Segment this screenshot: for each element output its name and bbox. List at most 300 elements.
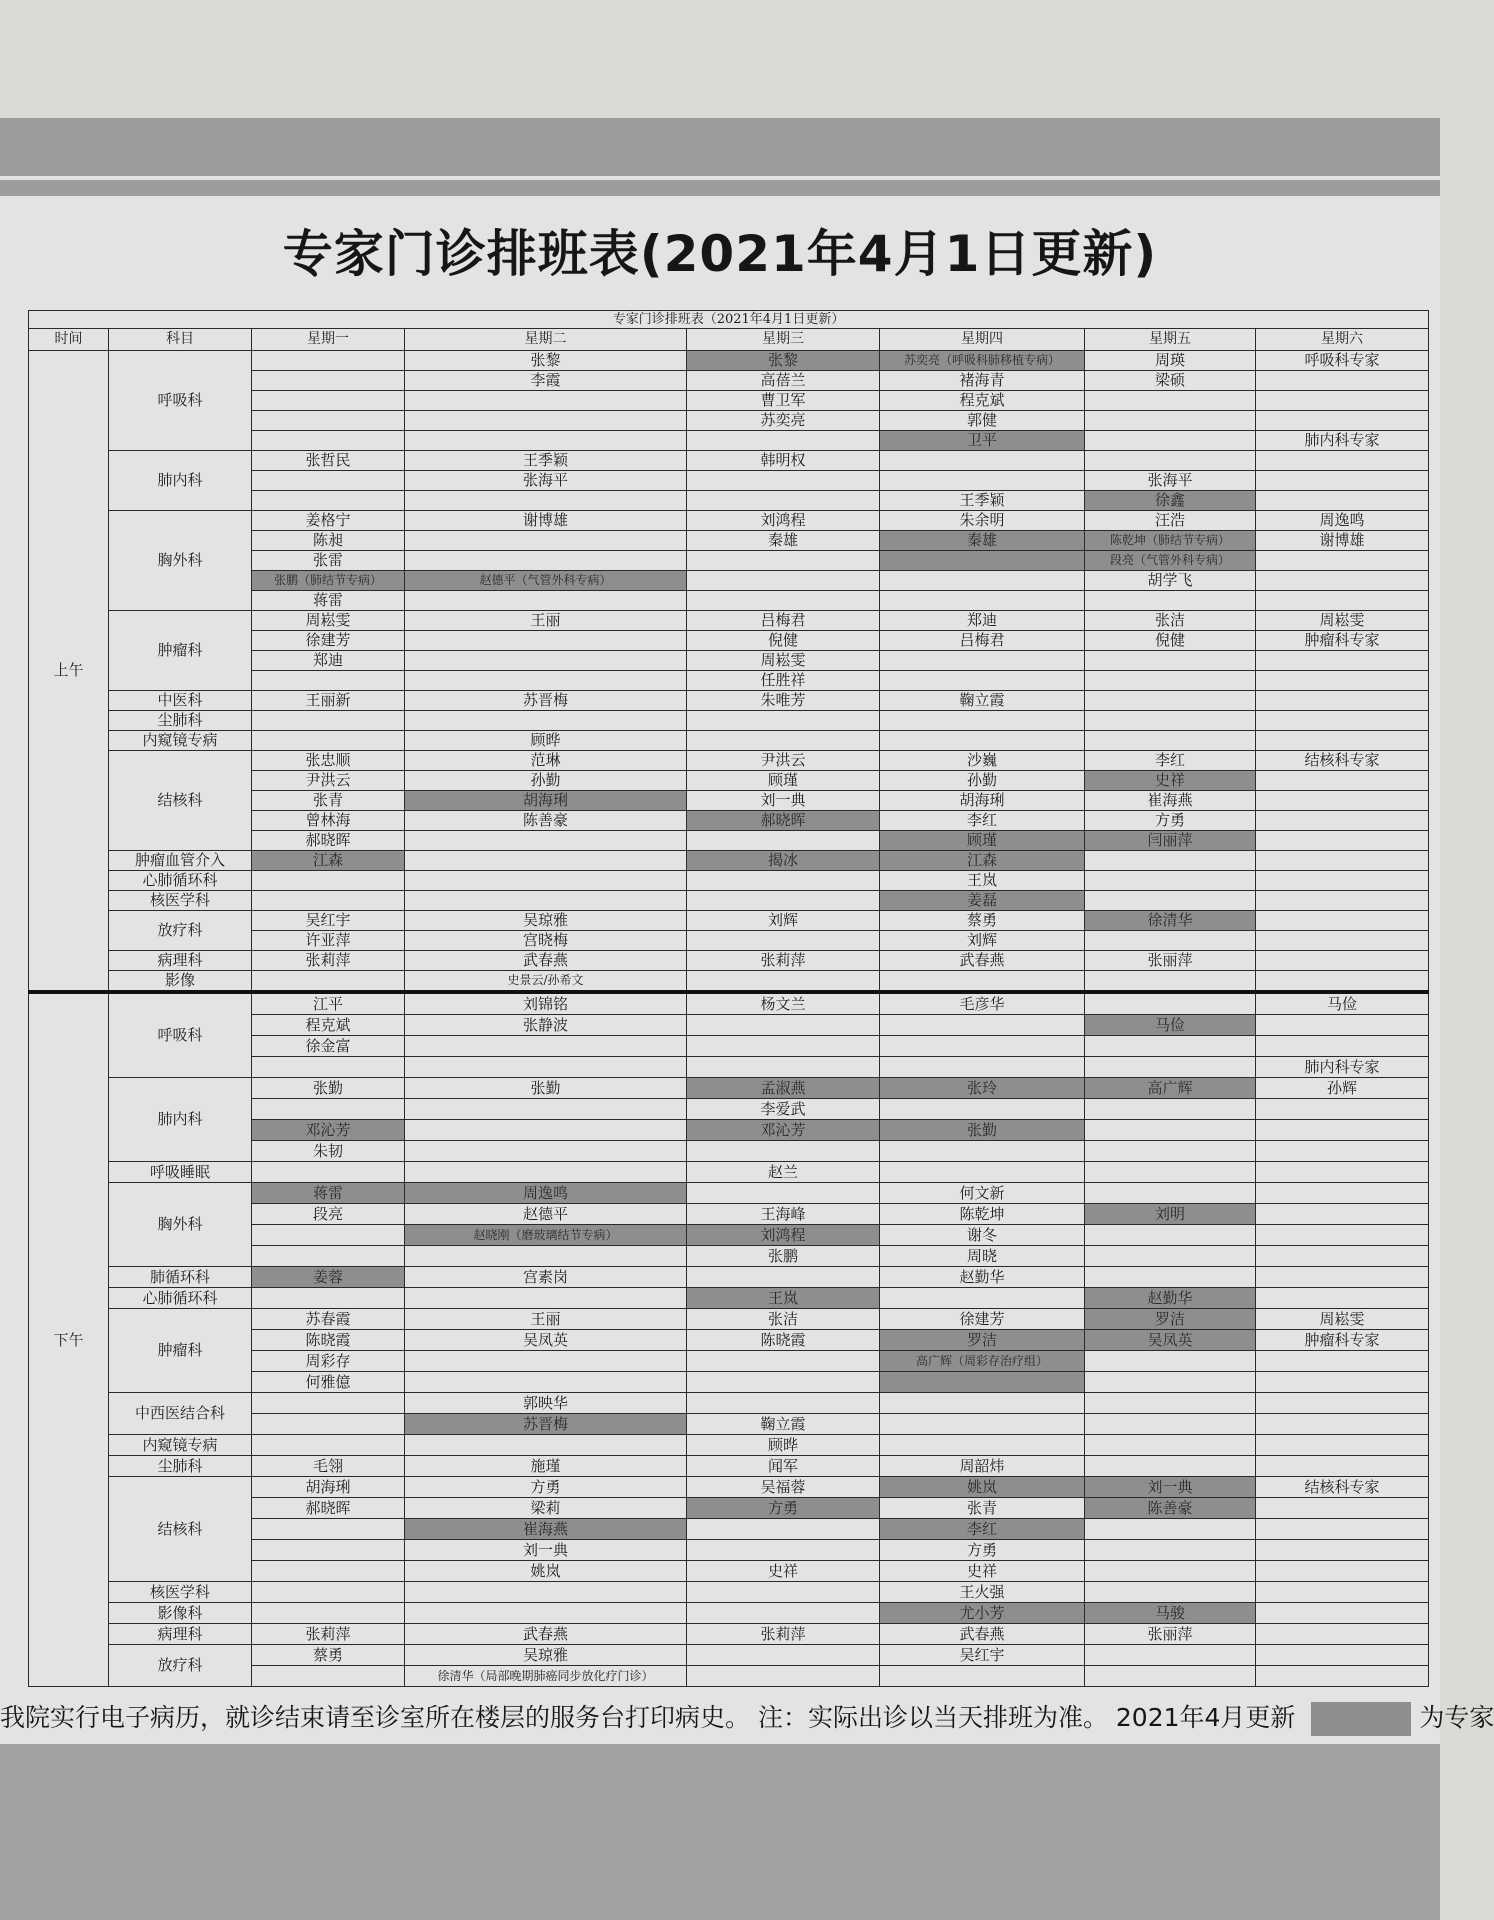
- doctor-cell: [1085, 1540, 1256, 1561]
- doctor-cell: [1256, 891, 1429, 911]
- doctor-cell: 蔡勇: [880, 911, 1085, 931]
- doctor-cell: 张莉萍: [252, 1624, 405, 1645]
- doctor-cell: [687, 711, 880, 731]
- doctor-cell: 王丽: [405, 1309, 687, 1330]
- doctor-cell: [1256, 731, 1429, 751]
- doctor-cell: [880, 591, 1085, 611]
- doctor-cell: 孙勤: [405, 771, 687, 791]
- table-row: [29, 731, 1429, 751]
- department-name: 肿瘤科: [109, 611, 252, 691]
- expert-doctor-cell: 江森: [880, 851, 1085, 871]
- doctor-cell: [1085, 671, 1256, 691]
- doctor-cell: 吴红宇: [880, 1645, 1085, 1666]
- expert-doctor-cell: 姚岚: [880, 1477, 1085, 1498]
- doctor-cell: 崔海燕: [1085, 791, 1256, 811]
- expert-doctor-cell: 刘一典: [1085, 1477, 1256, 1498]
- doctor-cell: [687, 891, 880, 911]
- doctor-cell: 张雷: [252, 551, 405, 571]
- doctor-cell: [687, 1267, 880, 1288]
- doctor-cell: [880, 1036, 1085, 1057]
- expert-doctor-cell: 苏奕亮（呼吸科肺移植专病）: [880, 351, 1085, 371]
- doctor-cell: [1085, 1036, 1256, 1057]
- doctor-cell: 周韶炜: [880, 1456, 1085, 1477]
- doctor-cell: [687, 871, 880, 891]
- department-name: 病理科: [109, 951, 252, 971]
- doctor-cell: [405, 1351, 687, 1372]
- doctor-cell: 胡海琍: [252, 1477, 405, 1498]
- doctor-cell: 方勇: [405, 1477, 687, 1498]
- doctor-cell: [1256, 1225, 1429, 1246]
- department-name: 胸外科: [109, 1183, 252, 1267]
- doctor-cell: 武春燕: [405, 1624, 687, 1645]
- doctor-cell: 武春燕: [405, 951, 687, 971]
- doctor-cell: [252, 871, 405, 891]
- doctor-cell: 苏奕亮: [687, 411, 880, 431]
- doctor-cell: [687, 1183, 880, 1204]
- doctor-cell: [252, 731, 405, 751]
- expert-doctor-cell: 李红: [880, 1519, 1085, 1540]
- doctor-cell: [1256, 1519, 1429, 1540]
- doctor-cell: [1256, 471, 1429, 491]
- doctor-cell: [1085, 1414, 1256, 1435]
- doctor-cell: [1256, 371, 1429, 391]
- doctor-cell: 赵德平: [405, 1204, 687, 1225]
- doctor-cell: 倪健: [687, 631, 880, 651]
- doctor-cell: [252, 1246, 405, 1267]
- expert-doctor-cell: 徐清华: [1085, 911, 1256, 931]
- doctor-cell: [1256, 871, 1429, 891]
- doctor-cell: 吴红宇: [252, 911, 405, 931]
- doctor-cell: [405, 411, 687, 431]
- doctor-cell: [1085, 1057, 1256, 1078]
- doctor-cell: [1085, 1372, 1256, 1393]
- doctor-cell: [1085, 871, 1256, 891]
- expert-doctor-cell: 高广辉: [1085, 1078, 1256, 1099]
- doctor-cell: [1256, 651, 1429, 671]
- doctor-cell: 结核科专家: [1256, 751, 1429, 771]
- doctor-cell: 周崧雯: [1256, 611, 1429, 631]
- doctor-cell: 王海峰: [687, 1204, 880, 1225]
- table-row: [29, 871, 1429, 891]
- doctor-cell: [405, 551, 687, 571]
- doctor-cell: [1085, 851, 1256, 871]
- doctor-cell: [405, 591, 687, 611]
- doctor-cell: 梁硕: [1085, 371, 1256, 391]
- table-row: [29, 511, 1429, 531]
- doctor-cell: 施瑾: [405, 1456, 687, 1477]
- doctor-cell: [1256, 1141, 1429, 1162]
- doctor-cell: [405, 531, 687, 551]
- doctor-cell: [1085, 931, 1256, 951]
- column-header: 时间: [29, 329, 109, 351]
- doctor-cell: [405, 651, 687, 671]
- doctor-cell: 武春燕: [880, 951, 1085, 971]
- session-label: 下午: [29, 992, 109, 1687]
- expert-doctor-cell: 苏晋梅: [405, 1414, 687, 1435]
- doctor-cell: [1085, 1162, 1256, 1183]
- doctor-cell: [252, 1057, 405, 1078]
- table-row: [29, 1645, 1429, 1666]
- table-row: [29, 1162, 1429, 1183]
- doctor-cell: [1085, 971, 1256, 993]
- doctor-cell: [1085, 1099, 1256, 1120]
- expert-doctor-cell: 孟淑燕: [687, 1078, 880, 1099]
- doctor-cell: [687, 1036, 880, 1057]
- expert-doctor-cell: 尤小芳: [880, 1603, 1085, 1624]
- department-name: 肿瘤血管介入: [109, 851, 252, 871]
- doctor-cell: [1256, 491, 1429, 511]
- department-name: 内窥镜专病: [109, 731, 252, 751]
- doctor-cell: [405, 391, 687, 411]
- doctor-cell: 何文新: [880, 1183, 1085, 1204]
- department-name: 呼吸科: [109, 992, 252, 1078]
- doctor-cell: 郑迪: [252, 651, 405, 671]
- doctor-cell: 方勇: [1085, 811, 1256, 831]
- doctor-cell: 郝晓晖: [252, 831, 405, 851]
- doctor-cell: 肺内科专家: [1256, 1057, 1429, 1078]
- doctor-cell: [1085, 1456, 1256, 1477]
- doctor-cell: [687, 1372, 880, 1393]
- column-header: 星期四: [880, 329, 1085, 351]
- doctor-cell: 蔡勇: [252, 1645, 405, 1666]
- doctor-cell: 姚岚: [405, 1561, 687, 1582]
- expert-doctor-cell: 刘鸿程: [687, 1225, 880, 1246]
- doctor-cell: [252, 1225, 405, 1246]
- expert-doctor-cell: 赵勤华: [1085, 1288, 1256, 1309]
- doctor-cell: 顾晔: [687, 1435, 880, 1456]
- doctor-cell: [1085, 391, 1256, 411]
- table-row: [29, 351, 1429, 371]
- doctor-cell: [405, 1288, 687, 1309]
- department-name: 呼吸科: [109, 351, 252, 451]
- expert-doctor-cell: 吴凤英: [1085, 1330, 1256, 1351]
- doctor-cell: 鞠立霞: [880, 691, 1085, 711]
- expert-doctor-cell: 马俭: [1085, 1015, 1256, 1036]
- column-header: 星期一: [252, 329, 405, 351]
- doctor-cell: 张静波: [405, 1015, 687, 1036]
- department-name: 影像科: [109, 1603, 252, 1624]
- doctor-cell: [252, 1666, 405, 1687]
- doctor-cell: [687, 1141, 880, 1162]
- doctor-cell: 吴凤英: [405, 1330, 687, 1351]
- doctor-cell: [1085, 1519, 1256, 1540]
- doctor-cell: 曾林海: [252, 811, 405, 831]
- expert-legend-swatch: [1311, 1702, 1411, 1736]
- doctor-cell: 武春燕: [880, 1624, 1085, 1645]
- doctor-cell: 谢博雄: [1256, 531, 1429, 551]
- doctor-cell: 徐金富: [252, 1036, 405, 1057]
- doctor-cell: [880, 971, 1085, 993]
- doctor-cell: [1256, 1645, 1429, 1666]
- doctor-cell: 周逸鸣: [1256, 511, 1429, 531]
- doctor-cell: 吕梅君: [687, 611, 880, 631]
- table-row: [29, 451, 1429, 471]
- expert-doctor-cell: 秦雄: [880, 531, 1085, 551]
- doctor-cell: [687, 591, 880, 611]
- doctor-cell: 韩明权: [687, 451, 880, 471]
- doctor-cell: [405, 1099, 687, 1120]
- footer-note: [0, 1700, 1494, 1736]
- doctor-cell: 张忠顺: [252, 751, 405, 771]
- doctor-cell: [405, 831, 687, 851]
- doctor-cell: 沙巍: [880, 751, 1085, 771]
- doctor-cell: [252, 351, 405, 371]
- schedule-table: [28, 310, 1429, 1687]
- column-header: 星期六: [1256, 329, 1429, 351]
- table-row: [29, 1435, 1429, 1456]
- doctor-cell: 方勇: [880, 1540, 1085, 1561]
- doctor-cell: 陈善豪: [405, 811, 687, 831]
- doctor-cell: [405, 1141, 687, 1162]
- doctor-cell: 张莉萍: [687, 1624, 880, 1645]
- doctor-cell: 顾晔: [405, 731, 687, 751]
- expert-doctor-cell: 邓沁芳: [687, 1120, 880, 1141]
- department-name: 肺循环科: [109, 1267, 252, 1288]
- doctor-cell: [687, 1582, 880, 1603]
- doctor-cell: [880, 1393, 1085, 1414]
- doctor-cell: 周彩存: [252, 1351, 405, 1372]
- expert-doctor-cell: 郝晓晖: [687, 811, 880, 831]
- doctor-cell: [252, 1519, 405, 1540]
- department-name: 尘肺科: [109, 1456, 252, 1477]
- doctor-cell: [1256, 1666, 1429, 1687]
- doctor-cell: [1085, 1666, 1256, 1687]
- doctor-cell: 徐清华（局部晚期肺癌同步放化疗门诊）: [405, 1666, 687, 1687]
- doctor-cell: [1256, 1372, 1429, 1393]
- doctor-cell: [1085, 1267, 1256, 1288]
- doctor-cell: 毛翎: [252, 1456, 405, 1477]
- department-name: 中西医结合科: [109, 1393, 252, 1435]
- table-row: [29, 1624, 1429, 1645]
- doctor-cell: [1085, 1435, 1256, 1456]
- doctor-cell: [1256, 671, 1429, 691]
- table-row: [29, 611, 1429, 631]
- table-row: [29, 891, 1429, 911]
- doctor-cell: [1085, 1183, 1256, 1204]
- doctor-cell: 宫素岗: [405, 1267, 687, 1288]
- doctor-cell: 郭健: [880, 411, 1085, 431]
- doctor-cell: [252, 391, 405, 411]
- doctor-cell: 张勤: [252, 1078, 405, 1099]
- doctor-cell: [1256, 971, 1429, 993]
- doctor-cell: 褚海青: [880, 371, 1085, 391]
- table-row: [29, 691, 1429, 711]
- doctor-cell: [405, 1372, 687, 1393]
- doctor-cell: 鞠立霞: [687, 1414, 880, 1435]
- table-row: [29, 851, 1429, 871]
- bottom-gray-band: [0, 1744, 1440, 1920]
- doctor-cell: 汪浩: [1085, 511, 1256, 531]
- doctor-cell: [252, 431, 405, 451]
- table-row: [29, 1603, 1429, 1624]
- doctor-cell: 周崧雯: [252, 611, 405, 631]
- doctor-cell: 朱唯芳: [687, 691, 880, 711]
- doctor-cell: [405, 491, 687, 511]
- doctor-cell: [687, 971, 880, 993]
- doctor-cell: [880, 1057, 1085, 1078]
- doctor-cell: [1085, 1246, 1256, 1267]
- doctor-cell: [1256, 551, 1429, 571]
- doctor-cell: [1085, 1141, 1256, 1162]
- expert-doctor-cell: 崔海燕: [405, 1519, 687, 1540]
- doctor-cell: 朱韧: [252, 1141, 405, 1162]
- doctor-cell: [1085, 1582, 1256, 1603]
- doctor-cell: [405, 711, 687, 731]
- doctor-cell: 刘一典: [405, 1540, 687, 1561]
- doctor-cell: [405, 1246, 687, 1267]
- doctor-cell: [880, 731, 1085, 751]
- doctor-cell: [1256, 1204, 1429, 1225]
- doctor-cell: 呼吸科专家: [1256, 351, 1429, 371]
- doctor-cell: 苏春霞: [252, 1309, 405, 1330]
- doctor-cell: 郑迪: [880, 611, 1085, 631]
- doctor-cell: [405, 1036, 687, 1057]
- session-label: 上午: [29, 351, 109, 993]
- doctor-cell: 周晓: [880, 1246, 1085, 1267]
- doctor-cell: 张丽萍: [1085, 951, 1256, 971]
- doctor-cell: [1256, 1540, 1429, 1561]
- doctor-cell: [252, 1288, 405, 1309]
- doctor-cell: 孙辉: [1256, 1078, 1429, 1099]
- doctor-cell: [252, 1393, 405, 1414]
- table-row: [29, 911, 1429, 931]
- doctor-cell: [687, 471, 880, 491]
- doctor-cell: [1256, 1498, 1429, 1519]
- table-row: [29, 1309, 1429, 1330]
- column-header: 星期五: [1085, 329, 1256, 351]
- doctor-cell: 结核科专家: [1256, 1477, 1429, 1498]
- doctor-cell: [1085, 411, 1256, 431]
- doctor-cell: 蒋雷: [252, 591, 405, 611]
- doctor-cell: 张丽萍: [1085, 1624, 1256, 1645]
- doctor-cell: [1256, 1246, 1429, 1267]
- doctor-cell: [1256, 1561, 1429, 1582]
- expert-doctor-cell: 陈善豪: [1085, 1498, 1256, 1519]
- doctor-cell: 段亮: [252, 1204, 405, 1225]
- doctor-cell: 马俭: [1256, 992, 1429, 1015]
- doctor-cell: [1085, 891, 1256, 911]
- doctor-cell: 陈昶: [252, 531, 405, 551]
- expert-doctor-cell: [880, 551, 1085, 571]
- doctor-cell: [252, 1099, 405, 1120]
- doctor-cell: [252, 471, 405, 491]
- doctor-cell: 范琳: [405, 751, 687, 771]
- doctor-cell: [1085, 1645, 1256, 1666]
- column-header: 星期二: [405, 329, 687, 351]
- doctor-cell: 倪健: [1085, 631, 1256, 651]
- expert-legend-label: 为专家: [1419, 1703, 1494, 1732]
- doctor-cell: [252, 971, 405, 993]
- expert-doctor-cell: 张勤: [880, 1120, 1085, 1141]
- doctor-cell: [1256, 851, 1429, 871]
- doctor-cell: [880, 1435, 1085, 1456]
- doctor-cell: [687, 1645, 880, 1666]
- doctor-cell: 张黎: [405, 351, 687, 371]
- doctor-cell: [405, 631, 687, 651]
- expert-doctor-cell: 卫平: [880, 431, 1085, 451]
- doctor-cell: 刘辉: [880, 931, 1085, 951]
- doctor-cell: 许亚萍: [252, 931, 405, 951]
- department-name: 心肺循环科: [109, 1288, 252, 1309]
- doctor-cell: 刘锦铭: [405, 992, 687, 1015]
- expert-doctor-cell: 张鹏（肺结节专病）: [252, 571, 405, 591]
- doctor-cell: 肿瘤科专家: [1256, 1330, 1429, 1351]
- department-name: 尘肺科: [109, 711, 252, 731]
- department-name: 核医学科: [109, 891, 252, 911]
- doctor-cell: [1256, 411, 1429, 431]
- expert-doctor-cell: 闫丽萍: [1085, 831, 1256, 851]
- doctor-cell: [687, 491, 880, 511]
- doctor-cell: [687, 431, 880, 451]
- doctor-cell: [1256, 951, 1429, 971]
- doctor-cell: 李霞: [405, 371, 687, 391]
- doctor-cell: 周崧雯: [687, 651, 880, 671]
- expert-doctor-cell: [880, 1372, 1085, 1393]
- expert-doctor-cell: 罗洁: [1085, 1309, 1256, 1330]
- table-row: [29, 992, 1429, 1015]
- department-name: 呼吸睡眠: [109, 1162, 252, 1183]
- table-row: [29, 1477, 1429, 1498]
- expert-doctor-cell: 江森: [252, 851, 405, 871]
- doctor-cell: 张哲民: [252, 451, 405, 471]
- expert-doctor-cell: 姜蓉: [252, 1267, 405, 1288]
- doctor-cell: [252, 1582, 405, 1603]
- table-row: [29, 1582, 1429, 1603]
- doctor-cell: 刘一典: [687, 791, 880, 811]
- doctor-cell: 任胜祥: [687, 671, 880, 691]
- department-name: 胸外科: [109, 511, 252, 611]
- doctor-cell: [405, 891, 687, 911]
- doctor-cell: 赵兰: [687, 1162, 880, 1183]
- doctor-cell: 张青: [880, 1498, 1085, 1519]
- doctor-cell: [687, 831, 880, 851]
- doctor-cell: [1085, 992, 1256, 1015]
- doctor-cell: [1256, 391, 1429, 411]
- table-row: [29, 951, 1429, 971]
- doctor-cell: [252, 1561, 405, 1582]
- doctor-cell: 李红: [1085, 751, 1256, 771]
- department-name: 结核科: [109, 751, 252, 851]
- expert-doctor-cell: 徐鑫: [1085, 491, 1256, 511]
- doctor-cell: [1256, 1582, 1429, 1603]
- doctor-cell: [405, 871, 687, 891]
- doctor-cell: 王火强: [880, 1582, 1085, 1603]
- doctor-cell: 江平: [252, 992, 405, 1015]
- doctor-cell: 陈乾坤: [880, 1204, 1085, 1225]
- doctor-cell: 朱余明: [880, 511, 1085, 531]
- department-name: 结核科: [109, 1477, 252, 1582]
- doctor-cell: [405, 1162, 687, 1183]
- doctor-cell: [1256, 1393, 1429, 1414]
- doctor-cell: [1085, 591, 1256, 611]
- doctor-cell: [252, 891, 405, 911]
- expert-doctor-cell: 姜磊: [880, 891, 1085, 911]
- doctor-cell: [880, 1015, 1085, 1036]
- doctor-cell: [1085, 431, 1256, 451]
- doctor-cell: [880, 1141, 1085, 1162]
- expert-doctor-cell: 马骏: [1085, 1603, 1256, 1624]
- doctor-cell: [1256, 1351, 1429, 1372]
- doctor-cell: [880, 1099, 1085, 1120]
- doctor-cell: [252, 491, 405, 511]
- doctor-cell: [1085, 1225, 1256, 1246]
- doctor-cell: [1256, 831, 1429, 851]
- doctor-cell: 毛彦华: [880, 992, 1085, 1015]
- department-name: 影像: [109, 971, 252, 993]
- doctor-cell: [405, 1603, 687, 1624]
- doctor-cell: 史祥: [880, 1561, 1085, 1582]
- doctor-cell: [1256, 1036, 1429, 1057]
